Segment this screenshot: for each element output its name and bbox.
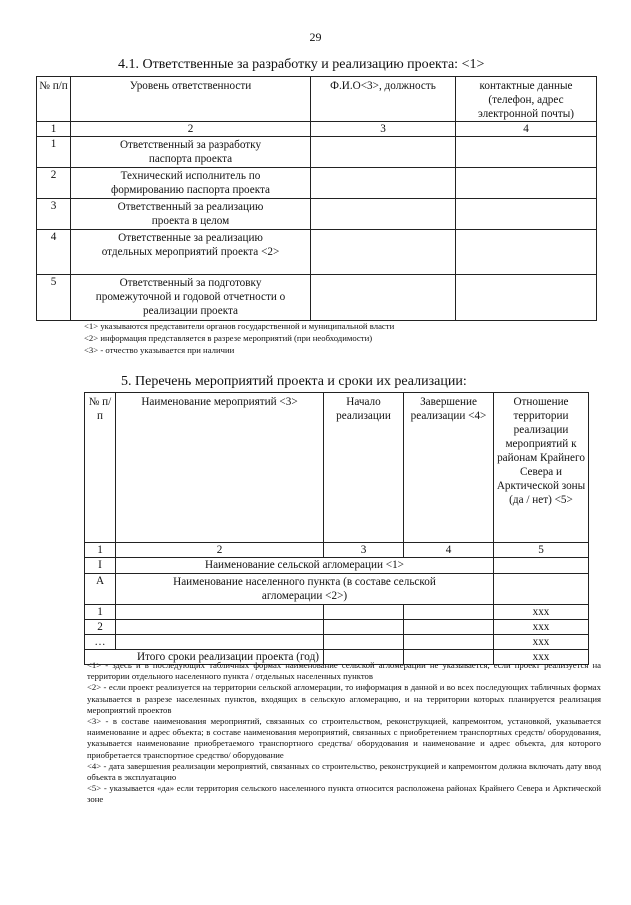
fio-cell: [311, 275, 456, 321]
contacts-cell: [456, 199, 597, 230]
footnote-1: <1> указываются представители органов государственной и муниципальной власти: [84, 321, 395, 331]
notes-block: [87, 660, 601, 806]
settlement-name: Наименование населенного пункта (в составе сельской агломерации <2>): [116, 574, 494, 605]
row-num: 1: [85, 605, 116, 620]
contacts-cell: [456, 230, 597, 275]
footnote-2: <2> информация представляется в разрезе мероприятий (при необходимости): [84, 333, 373, 343]
fio-cell: [311, 199, 456, 230]
empty-cell: [494, 558, 589, 574]
table-row: [85, 635, 589, 650]
north-value: ххх: [494, 635, 589, 650]
end-cell: [404, 620, 494, 635]
section-5-title: 5. Перечень мероприятий проекта и сроки их реализации:: [121, 374, 467, 389]
row-num: 3: [37, 199, 71, 230]
activity-cell: [116, 605, 324, 620]
activities-table: [84, 392, 589, 665]
note-1: <1> - здесь и в последующих табличных формах наименование сельской агломерации не указывается, если проект реализуется на территории отдельного населенного пункта / отдельных населенных пунктов: [87, 660, 601, 682]
end-cell: [404, 635, 494, 650]
fio-cell: [311, 137, 456, 168]
row-num: 1: [37, 137, 71, 168]
row-num: 2: [37, 168, 71, 199]
header-fio: Ф.И.О<3>, должность: [311, 77, 456, 122]
row-level: Ответственные за реализацию отдельных мероприятий проекта <2>: [71, 230, 311, 275]
col-number: 3: [324, 543, 404, 558]
row-level: Технический исполнитель по формированию паспорта проекта: [71, 168, 311, 199]
header-num: № п/п: [37, 77, 71, 122]
table-row: [37, 199, 597, 230]
row-num: 5: [37, 275, 71, 321]
table-row: [85, 605, 589, 620]
fio-cell: [311, 168, 456, 199]
col-number: 1: [37, 122, 71, 137]
note-2: <2> - если проект реализуется на территории сельской агломерации, то информация в данной и во всех последующих табличных формах указывается в разрезе населенных пунктов, входящих в сельскую агломерацию, и на территории которых планируется реализация мероприятий проектов: [87, 682, 601, 715]
note-5: <5> - указывается «да» если территория сельского населенного пункта относится расположена районах Крайнего Севера и Арктической зоне: [87, 783, 601, 805]
start-cell: [324, 620, 404, 635]
col-number: 4: [404, 543, 494, 558]
col-number: 2: [116, 543, 324, 558]
responsibles-table: [36, 76, 597, 321]
col-number: 5: [494, 543, 589, 558]
header-contacts: контактные данные (телефон, адрес электронной почты): [456, 77, 597, 122]
agglomeration-name: Наименование сельской агломерации <1>: [116, 558, 494, 574]
table-row: [37, 230, 597, 275]
empty-cell: [494, 574, 589, 605]
row-num: 2: [85, 620, 116, 635]
start-cell: [324, 635, 404, 650]
header-activity: Наименование мероприятий <3>: [116, 393, 324, 543]
contacts-cell: [456, 168, 597, 199]
col-number: 4: [456, 122, 597, 137]
col-number: 1: [85, 543, 116, 558]
row-num: 4: [37, 230, 71, 275]
fio-cell: [311, 230, 456, 275]
start-cell: [324, 605, 404, 620]
note-4: <4> - дата завершения реализации мероприятий, связанных со строительство, реконструкцией и капремонтом должна включать дату ввод объекта в эксплуатацию: [87, 760, 601, 783]
north-value: ххх: [494, 605, 589, 620]
settlement-row: [85, 574, 589, 605]
table-row: [37, 168, 597, 199]
row-num: I: [85, 558, 116, 574]
header-level: Уровень ответственности: [71, 77, 311, 122]
section-4-1-title: 4.1. Ответственные за разработку и реализацию проекта: <1>: [118, 57, 485, 72]
row-num: А: [85, 574, 116, 605]
header-start: Начало реализации: [324, 393, 404, 543]
header-end: Завершение реализации <4>: [404, 393, 494, 543]
footnote-3: <3> - отчество указывается при наличии: [84, 345, 235, 355]
total-label: Итого сроки реализации проекта (год): [85, 650, 324, 665]
row-num: …: [85, 635, 116, 650]
table-row: [85, 620, 589, 635]
contacts-cell: [456, 137, 597, 168]
row-level: Ответственный за подготовку промежуточной и годовой отчетности о реализации проекта: [71, 275, 311, 321]
table-row: [37, 275, 597, 321]
table-row: [37, 137, 597, 168]
contacts-cell: [456, 275, 597, 321]
total-value: ххх: [494, 650, 589, 665]
activity-cell: [116, 620, 324, 635]
activity-cell: [116, 635, 324, 650]
col-number: 2: [71, 122, 311, 137]
row-level: Ответственный за реализацию проекта в целом: [71, 199, 311, 230]
north-value: ххх: [494, 620, 589, 635]
end-cell: [404, 605, 494, 620]
note-3: <3> - в составе наименования мероприятий, связанных со строительством, реконструкцией, капремонтом, установкой, указывается наименование и адрес объекта; в составе наименования мероприятий, связанных с приобретением транспортных средств/ оборудования, указывается наименование приобретаемого транспортного средства/ оборудования и наименование и адрес объекта, для которого приобретается транспортное средство/ оборудование: [87, 716, 601, 760]
page-number: 29: [309, 30, 322, 44]
header-north: Отношение территории реализации мероприятий к районам Крайнего Севера и Арктической зоны (да / нет) <5>: [494, 393, 589, 543]
row-level: Ответственный за разработку паспорта проекта: [71, 137, 311, 168]
agglomeration-row: [85, 558, 589, 574]
col-number: 3: [311, 122, 456, 137]
header-num: № п/п: [85, 393, 116, 543]
